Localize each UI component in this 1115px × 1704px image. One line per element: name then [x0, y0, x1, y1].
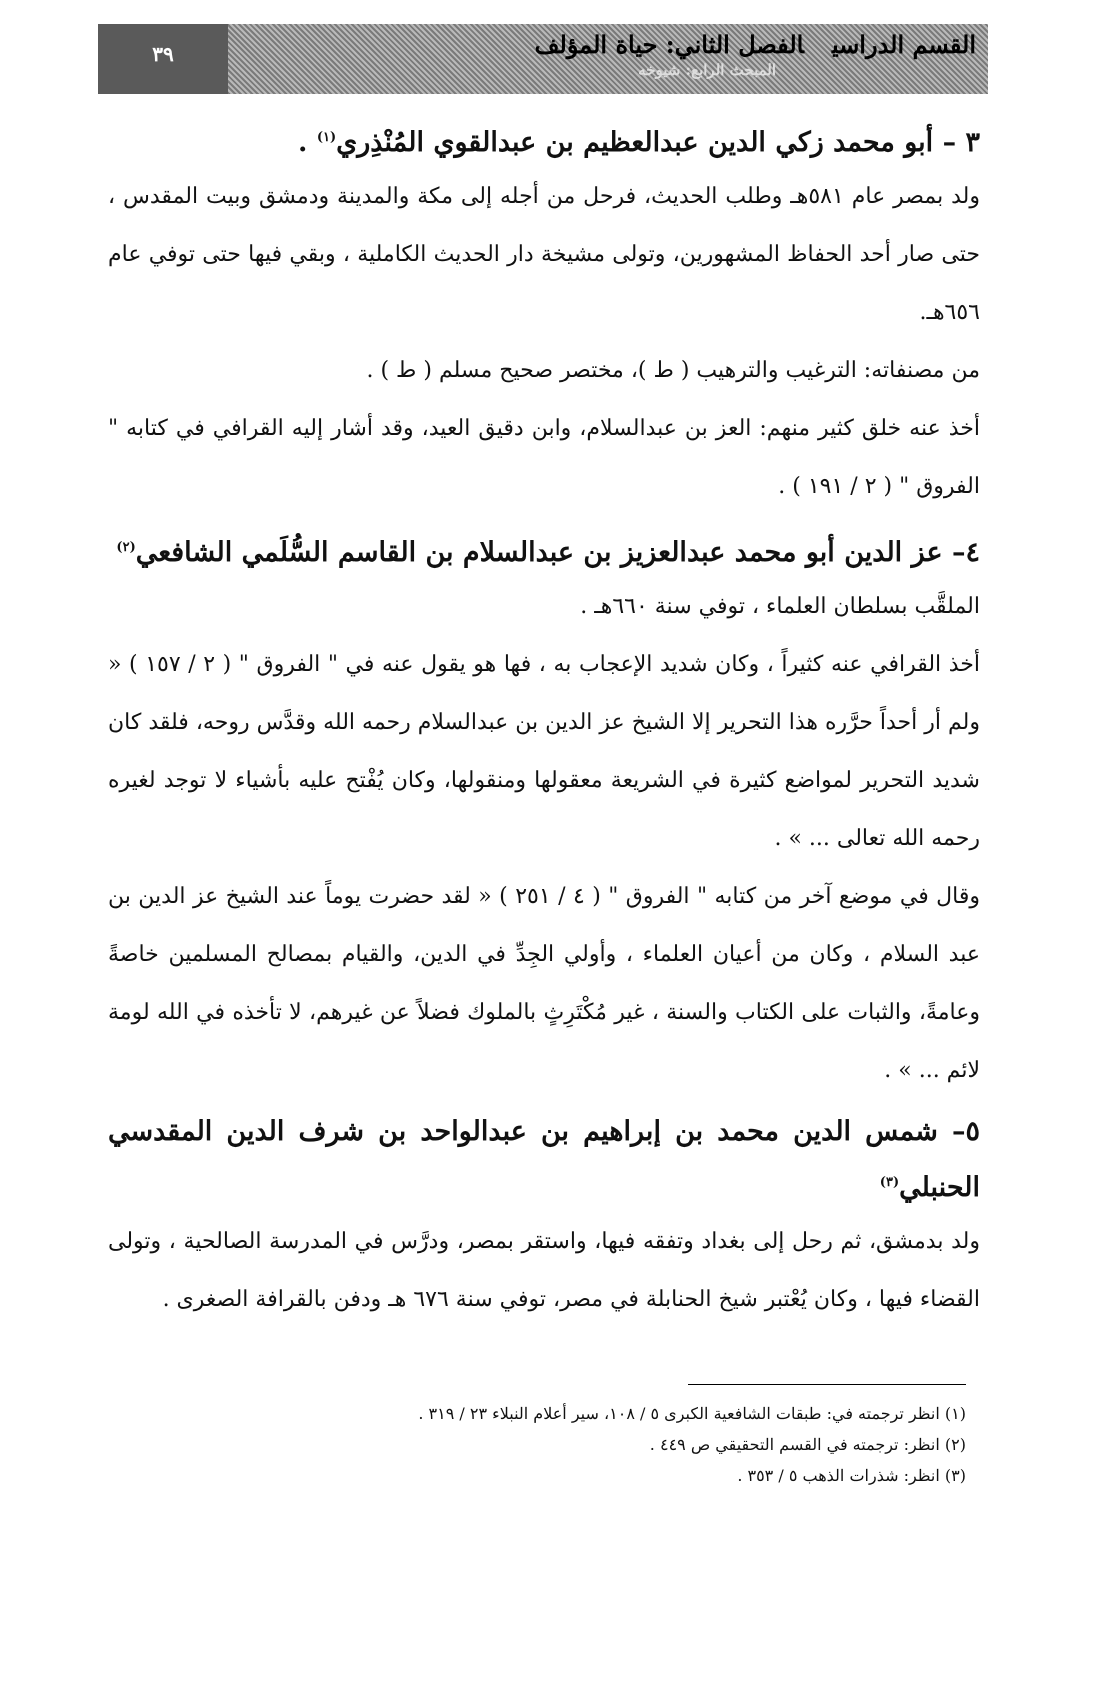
biography-entry-4 [108, 522, 980, 1100]
running-header [98, 24, 988, 94]
entry-heading-text: ٣ – أبو محمد زكي الدين عبدالعظيم بن عبدالقوي المُنْذِري [336, 127, 980, 158]
header-title-line [507, 30, 976, 59]
header-subsection: المبحث الرابع: شيوخه [638, 61, 776, 79]
paragraph: أخذ القرافي عنه كثيراً ، وكان شديد الإعجاب به ، فها هو يقول عنه في " الفروق " ( ٢ / ١٥٧ ) « ولم أر أحداً حرَّره هذا التحرير إلا الشيخ عز الدين بن عبدالسلام رحمه الله وقدَّس روحه، فلقد كان شديد التحرير لمواضع كثيرة في الشريعة معقولها ومنقولها، وكان يُفْتح عليه بأشياء لا توجد لغيره رحمه الله تعالى ... » . [108, 652, 980, 851]
entry-heading [108, 1106, 980, 1213]
paragraph: أخذ عنه خلق كثير منهم: العز بن عبدالسلام، وابن دقيق العيد، وقد أشار إليه القرافي في كتابه " الفروق " ( ٢ / ١٩١ ) . [108, 416, 980, 499]
entry-heading-text: ٤– عز الدين أبو محمد عبدالعزيز بن عبدالسلام بن القاسم السُّلَمي الشافعي [135, 537, 980, 568]
main-text [108, 112, 980, 1329]
footnote-ref[interactable]: (٢) [116, 540, 136, 555]
page-number: ٣٩ [152, 42, 174, 66]
page-number-box [98, 24, 228, 94]
header-section: القسم الدراسي [831, 30, 976, 59]
header-titles [507, 30, 976, 79]
paragraph: الملقَّب بسلطان العلماء ، توفي سنة ٦٦٠هـ . [580, 594, 980, 619]
header-chapter: الفصل الثاني: حياة المؤلف [534, 30, 804, 59]
entry-heading [108, 112, 980, 168]
paragraph: ولد بمصر عام ٥٨١هـ وطلب الحديث، فرحل من أجله إلى مكة والمدينة ودمشق وبيت المقدس ، حتى صار أحد الحفاظ المشهورين، وتولى مشيخة دار الحديث الكاملية ، وبقي فيها حتى توفي عام ٦٥٦هـ. [108, 184, 980, 325]
paragraph: وقال في موضع آخر من كتابه " الفروق " ( ٤ / ٢٥١ ) « لقد حضرت يوماً عند الشيخ عز الدين بن عبد السلام ، وكان من أعيان العلماء ، وأولي الجِدِّ في الدين، والقيام بمصالح المسلمين خاصةً وعامةً، والثبات على الكتاب والسنة ، غير مُكْتَرِثٍ بالملوك فضلاً عن غيرهم، لا تأخذه في الله لومة لائم ... » . [108, 884, 980, 1083]
footnote: (٢) انظر: ترجمته في القسم التحقيقي ص ٤٤٩ . [649, 1435, 966, 1454]
paragraph: من مصنفاته: الترغيب والترهيب ( ط )، مختصر صحيح مسلم ( ط ) . [366, 358, 980, 383]
footnote: (٣) انظر: شذرات الذهب ٥ / ٣٥٣ . [737, 1466, 966, 1485]
footnote-ref[interactable]: (١) [316, 130, 337, 145]
footnote-divider [688, 1384, 966, 1385]
footnotes [108, 1398, 966, 1491]
biography-entry-5 [108, 1106, 980, 1329]
footnote: (١) انظر ترجمته في: طبقات الشافعية الكبرى ٥ / ١٠٨، سير أعلام النبلاء ٢٣ / ٣١٩ . [418, 1404, 966, 1423]
footnote-ref[interactable]: (٣) [879, 1175, 900, 1190]
entry-heading [108, 522, 980, 578]
heading-tail: . [298, 127, 317, 158]
entry-heading-text: ٥– شمس الدين محمد بن إبراهيم بن عبدالواحد بن شرف الدين المقدسي الحنبلي [108, 1116, 980, 1203]
biography-entry-3 [108, 112, 980, 516]
paragraph: ولد بدمشق، ثم رحل إلى بغداد وتفقه فيها، واستقر بمصر، ودرَّس في المدرسة الصالحية ، وتولى القضاء فيها ، وكان يُعْتبر شيخ الحنابلة في مصر، توفي سنة ٦٧٦ هـ ودفن بالقرافة الصغرى . [108, 1229, 980, 1312]
